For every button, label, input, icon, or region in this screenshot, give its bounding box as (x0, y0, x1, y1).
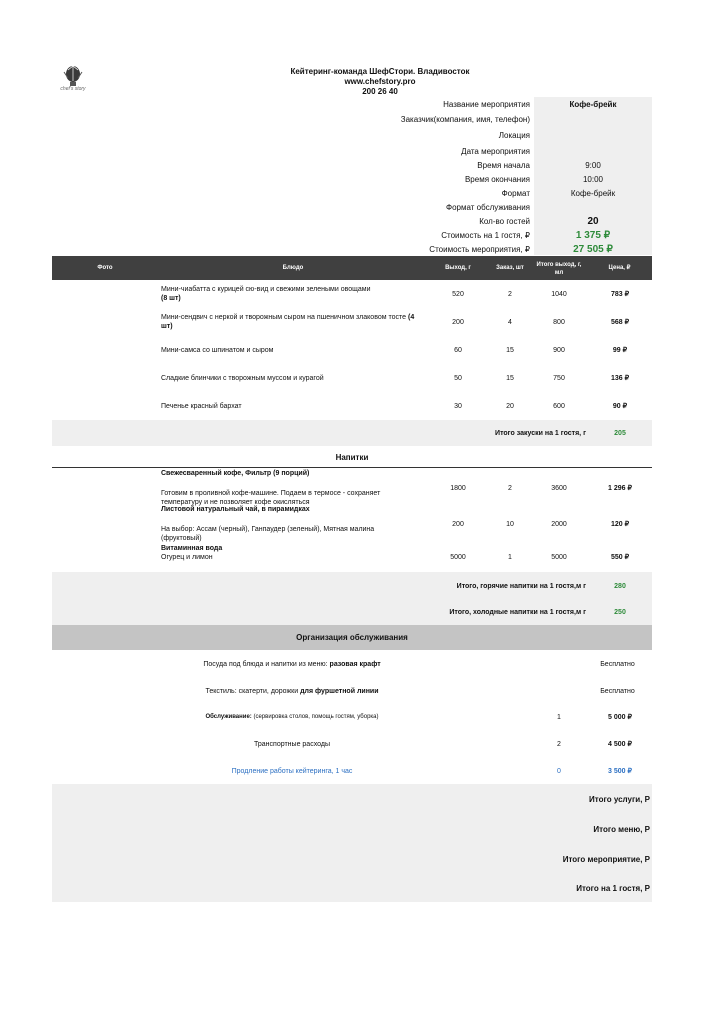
drink-yield-3: 5000 (450, 554, 466, 561)
snacks-total-label: Итого закуски на 1 гостя, г (495, 430, 586, 437)
cold-drinks-total-label: Итого, холодные напитки на 1 гостя,м г (449, 609, 586, 616)
col-order: Заказ, шт (496, 265, 524, 271)
balloon-logo-icon (56, 64, 90, 100)
service-row-1: Посуда под блюда и напитки из меню: разовая крафт (203, 661, 381, 668)
service-price-2: Бесплатно (600, 688, 635, 695)
company-phone: 200 26 40 (362, 87, 398, 96)
hot-drinks-total-value: 280 (614, 583, 626, 590)
service-price-5: 3 500 ₽ (608, 768, 632, 775)
start-time-value: 9:00 (585, 161, 601, 170)
per-guest-label: Стоимость на 1 гостя, ₽ (441, 231, 530, 240)
total-menu-label: Итого меню, Р (593, 825, 650, 834)
per-guest-value: 1 375 ₽ (575, 230, 611, 241)
col-photo: Фото (97, 265, 113, 271)
service-section-title: Организация обслуживания (296, 633, 408, 642)
total-services-label: Итого услуги, Р (589, 795, 650, 804)
drinks-divider (52, 467, 652, 468)
snack-name-1: Мини-чиабатта с курицей сю-вид и свежими зелеными овощами (8 шт) (161, 286, 371, 302)
snack-price-2: 568 ₽ (610, 319, 630, 326)
end-time-value: 10:00 (582, 175, 604, 184)
drink-price-1: 1 296 ₽ (608, 485, 632, 492)
format-value: Кофе-брейк (570, 189, 616, 198)
drink-desc-1: Готовим в проливной кофе-машине. Подаем в термосе - сохраняет температуру и не позволяет кофе окисляться (161, 490, 381, 506)
end-time-label: Время окончания (464, 175, 530, 184)
drink-total-1: 3600 (551, 485, 567, 492)
service-qty-3: 1 (557, 714, 561, 721)
snack-order-1: 2 (508, 291, 512, 298)
cold-drinks-total-value: 250 (614, 609, 626, 616)
event-name-label: Название мероприятия (443, 100, 530, 109)
col-dish: Блюдо (282, 265, 304, 271)
drink-order-2: 10 (506, 521, 514, 528)
location-label: Локация (498, 131, 530, 140)
drink-total-3: 5000 (551, 554, 567, 561)
service-qty-5: 0 (557, 768, 561, 775)
snack-name-2: Мини-сендвич с неркой и творожным сыром на пшеничном злаковом тосте (4 шт) (161, 314, 415, 330)
service-qty-4: 2 (557, 741, 561, 748)
guests-value: 20 (587, 216, 599, 227)
drinks-section-title: Напитки (335, 453, 369, 462)
logo-text: chef's story (60, 86, 86, 92)
drink-yield-1: 1800 (450, 485, 466, 492)
date-label: Дата мероприятия (461, 147, 530, 156)
snack-total-2: 800 (553, 319, 565, 326)
snack-name-4: Сладкие блинчики с творожным муссом и курагой (161, 375, 324, 382)
format-label: Формат (501, 189, 530, 198)
snack-total-5: 600 (553, 403, 565, 410)
snack-price-4: 136 ₽ (610, 375, 630, 382)
drinks-totals-block (52, 572, 652, 625)
service-price-4: 4 500 ₽ (608, 741, 632, 748)
total-per-guest-label: Итого на 1 гостя, Р (576, 884, 650, 893)
snack-order-4: 15 (506, 375, 514, 382)
service-row-2: Текстиль: скатерти, дорожки для фуршетной линии (205, 688, 379, 695)
col-price: Цена, ₽ (608, 265, 631, 271)
snack-order-5: 20 (506, 403, 514, 410)
company-logo (56, 64, 90, 100)
service-price-1: Бесплатно (600, 661, 635, 668)
col-yield: Выход, г (445, 265, 471, 271)
drink-name-1: Свежесваренный кофе, Фильтр (9 порций) (161, 470, 310, 477)
snack-order-3: 15 (506, 347, 514, 354)
service-price-3: 5 000 ₽ (608, 714, 632, 721)
snack-name-5: Печенье красный бархат (161, 403, 242, 410)
drink-name-3: Витаминная вода (161, 545, 223, 552)
snack-total-1: 1040 (551, 291, 567, 298)
start-time-label: Время начала (477, 161, 530, 170)
snack-yield-3: 60 (454, 347, 462, 354)
total-event-label: Итого мероприятие, Р (562, 855, 650, 864)
drink-desc-2: На выбор: Ассам (черный), Ганпаудер (зеленый), Мятная малина (фруктовый) (161, 526, 375, 542)
drink-yield-2: 200 (452, 521, 464, 528)
total-cost-label: Стоимость мероприятия, ₽ (429, 245, 530, 254)
service-row-3: Обслуживание: (сервировка столов, помощь гостям, уборка) (205, 714, 379, 720)
col-total-yield: Итого выход, г, мл (536, 262, 582, 276)
snack-yield-5: 30 (454, 403, 462, 410)
snack-total-3: 900 (553, 347, 565, 354)
customer-label: Заказчик(компания, имя, телефон) (400, 115, 530, 124)
company-title: Кейтеринг-команда ШефСтори. Владивосток (290, 67, 470, 76)
snack-order-2: 4 (508, 319, 512, 326)
snack-yield-1: 520 (452, 291, 464, 298)
snack-yield-2: 200 (452, 319, 464, 326)
service-row-4: Транспортные расходы (254, 741, 330, 748)
drink-total-2: 2000 (551, 521, 567, 528)
snacks-total-value: 205 (614, 430, 626, 437)
drink-name-2: Листовой натуральный чай, в пирамидках (161, 506, 310, 513)
drink-desc-3: Огурец и лимон (161, 554, 213, 561)
snack-total-4: 750 (553, 375, 565, 382)
event-name-value: Кофе-брейк (569, 100, 617, 109)
drink-price-2: 120 ₽ (610, 521, 630, 528)
snack-price-3: 99 ₽ (612, 347, 628, 354)
company-website: www.chefstory.pro (344, 77, 416, 86)
service-format-label: Формат обслуживания (446, 203, 530, 212)
total-cost-value: 27 505 ₽ (573, 244, 613, 255)
drink-order-1: 2 (508, 485, 512, 492)
hot-drinks-total-label: Итого, горячие напитки на 1 гостя,м г (456, 583, 586, 590)
snack-name-3: Мини-самса со шпинатом и сыром (161, 347, 274, 354)
snack-price-1: 783 ₽ (610, 291, 630, 298)
drink-price-3: 550 ₽ (610, 554, 630, 561)
drink-order-3: 1 (508, 554, 512, 561)
totals-block (52, 784, 652, 902)
service-row-5: Продление работы кейтеринга, 1 час (231, 768, 353, 775)
snack-yield-4: 50 (454, 375, 462, 382)
menu-table-header (52, 256, 652, 280)
snack-price-5: 90 ₽ (612, 403, 628, 410)
guests-label: Кол-во гостей (479, 217, 530, 226)
